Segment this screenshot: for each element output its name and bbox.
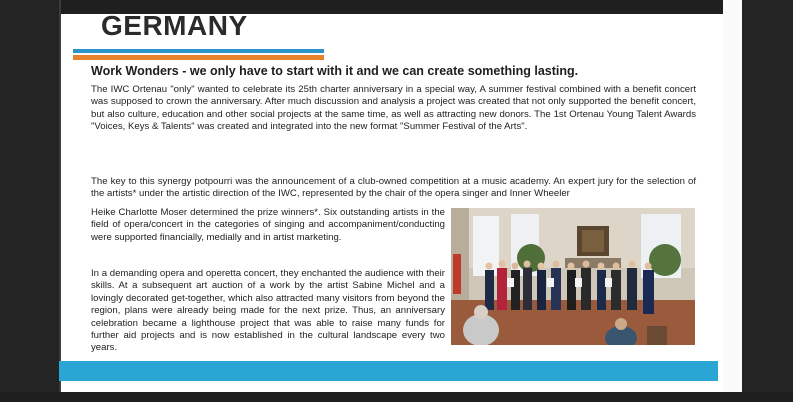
viewer-frame-right: [742, 0, 793, 402]
country-heading: GERMANY: [101, 10, 248, 41]
heading-underline-blue: [73, 49, 324, 53]
viewer-frame-left: [0, 0, 59, 402]
heading-underline-orange: [73, 55, 324, 60]
paragraph-1: The IWC Ortenau "only" wanted to celebrate its 25th charter anniversary in a special way, A summer festival combined with a benefit concert was supposed to crown the anniversary. After much discussion and analysis a project was created that not only supported the benefit concert, but also culture, education and other social projects at the same time, as well as attracting new donors. The 1st Ortenau Young Talent Awards "Voices, Keys & Talents" was created and integrated into the new format "Summer Festival of the Arts".: [91, 84, 696, 133]
paragraph-2-continued: Heike Charlotte Moser determined the prize winners*. Six outstanding artists in the field of opera/concert in the categories of singing and accompaniment/conducting were supported financially, medially and in artist marketing.: [91, 207, 445, 243]
article-title: Work Wonders - we only have to start with it and we can create something lasting.: [91, 64, 579, 78]
paragraph-2: The key to this synergy potpourri was the announcement of a club-owned competition at a music academy. An expert jury for the selection of the artists* under the artistic direction of the IWC, represented by the chair of the opera singer and Inner Wheeler: [91, 176, 696, 200]
concert-photo: [451, 208, 695, 345]
page-edge: [723, 0, 742, 402]
viewer-frame-bottom: [0, 392, 793, 402]
document-page: [61, 10, 723, 392]
paragraph-3: In a demanding opera and operetta concert, they enchanted the audience with their skills. At a subsequent art auction of a work by the artist Sabine Michel and a lovingly decorated get-together, which also attracted many visitors from beyond the region, plans were already being made for the next prize. Thus, an anniversary celebration became a lighthouse project that was able to raise many funds for further aid projects and is now established in the cultural landscape every two years.: [91, 268, 445, 354]
footer-color-band: [59, 361, 718, 381]
